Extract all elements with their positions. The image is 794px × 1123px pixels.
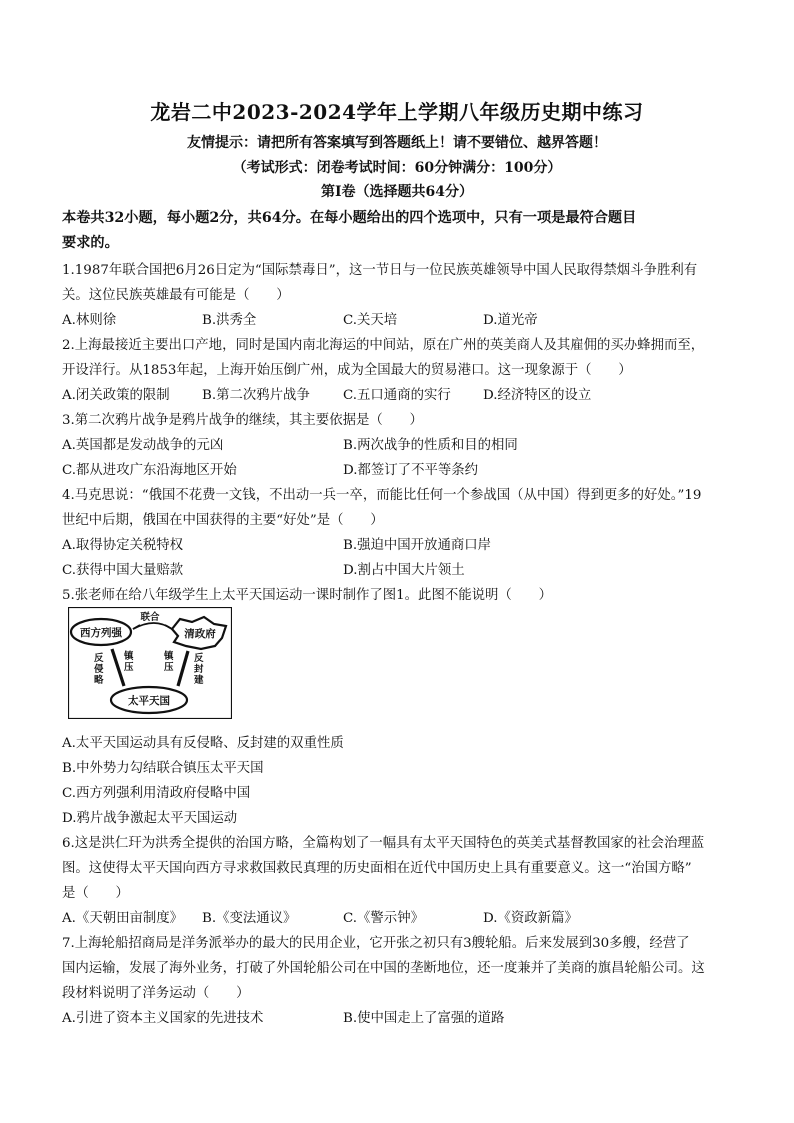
q6-stem-line-3: 是（ ） [62, 886, 129, 901]
q7-stem-line-3: 段材料说明了洋务运动（ ） [62, 986, 250, 1001]
q5-stem-line-1: 5.张老师在给八年级学生上太平天国运动一课时制作了图1。此图不能说明（ ） [62, 588, 552, 603]
q1-stem-line-2: 关。这位民族英雄最有可能是（ ） [62, 288, 290, 303]
q4-option-c: C.获得中国大量赔款 [62, 563, 184, 578]
q4-option-d: D.割占中国大片领土 [343, 563, 465, 578]
qing-government-label: 清政府 [184, 628, 216, 640]
exam-info: （考试形式：闭卷考试时间：60分钟满分：100分） [232, 160, 562, 176]
q2-option-a: A.闭关政策的限制 [62, 388, 170, 403]
q1-option-c: C.关天培 [343, 313, 398, 328]
q2-stem-line-2: 开设洋行。从1853年起，上海开始压倒广州，成为全国最大的贸易港口。这一现象源于（ ） [62, 363, 632, 378]
west-powers-label: 西方列强 [80, 627, 122, 639]
q5-option-d: D.鸦片战争激起太平天国运动 [62, 811, 238, 826]
q4-option-a: A.取得协定关税特权 [62, 538, 184, 553]
taiping-relationship-diagram [68, 607, 232, 719]
q5-option-a: A.太平天国运动具有反侵略、反封建的双重性质 [62, 736, 344, 751]
q7-option-b: B.使中国走上了富强的道路 [343, 1011, 505, 1026]
q2-option-c: C.五口通商的实行 [343, 388, 451, 403]
taiping-label: 太平天国 [128, 695, 170, 707]
anti-aggression-label: 反侵略 [94, 653, 104, 686]
section-heading: 第Ⅰ卷（选择题共64分） [320, 184, 474, 200]
q4-stem-line-1: 4.马克思说：“俄国不花费一文钱，不出动一兵一卒，而能比任何一个参战国（从中国）得到更多的好处。”19 [62, 488, 702, 503]
anti-feudal-label: 反封建 [194, 653, 204, 686]
q4-option-b: B.强迫中国开放通商口岸 [343, 538, 492, 553]
instructions-line-2: 要求的。 [62, 235, 119, 251]
q3-option-a: A.英国都是发动战争的元凶 [62, 438, 224, 453]
suppress-left-label: 镇压 [124, 651, 134, 673]
q6-stem-line-1: 6.这是洪仁玕为洪秀全提供的治国方略，全篇构划了一幅具有太平天国特色的英美式基督教国家的社会治理蓝 [62, 836, 705, 851]
q5-option-b: B.中外势力勾结联合镇压太平天国 [62, 761, 264, 776]
q1-option-d: D.道光帝 [483, 313, 538, 328]
q1-option-b: B.洪秀全 [202, 313, 257, 328]
q3-stem-line-1: 3.第二次鸦片战争是鸦片战争的继续，其主要依据是（ ） [62, 413, 423, 428]
q1-stem-line-1: 1.1987年联合国把6月26日定为“国际禁毒日”，这一节日与一位民族英雄领导中国人民取得禁烟斗争胜利有 [62, 263, 698, 278]
q6-option-d: D.《资政新篇》 [483, 911, 578, 926]
q2-stem-line-1: 2.上海最接近主要出口产地，同时是国内南北海运的中间站，原在广州的英美商人及其雇佣的买办蜂拥而至， [62, 338, 705, 353]
suppress-right-label: 镇压 [164, 651, 174, 673]
q3-option-c: C.都从进攻广东沿海地区开始 [62, 463, 237, 478]
q2-option-b: B.第二次鸦片战争 [202, 388, 310, 403]
q5-option-c: C.西方列强利用清政府侵略中国 [62, 786, 251, 801]
q3-option-d: D.都签订了不平等条约 [343, 463, 479, 478]
q3-option-b: B.两次战争的性质和目的相同 [343, 438, 518, 453]
q6-option-a: A.《天朝田亩制度》 [62, 911, 184, 926]
q6-option-c: C.《警示钟》 [343, 911, 424, 926]
q6-stem-line-2: 图。这使得太平天国向西方寻求救国救民真理的历史面相在近代中国历史上具有重要意义。这一“治国方略” [62, 861, 692, 876]
instructions-line-1: 本卷共32小题，每小题2分，共64分。在每小题给出的四个选项中，只有一项是最符合题目 [62, 210, 637, 226]
page-title: 龙岩二中2023-2024学年上学期八年级历史期中练习 [150, 100, 644, 124]
q7-stem-line-1: 7.上海轮船招商局是洋务派举办的最大的民用企业，它开张之初只有3艘轮船。后来发展到30多艘，经营了 [62, 936, 690, 951]
q1-option-a: A.林则徐 [62, 313, 117, 328]
q7-stem-line-2: 国内运输，发展了海外业务，打破了外国轮船公司在中国的垄断地位，还一度兼并了美商的旗昌轮船公司。这 [62, 961, 705, 976]
q6-option-b: B.《变法通议》 [202, 911, 297, 926]
q4-stem-line-2: 世纪中后期，俄国在中国获得的主要“好处”是（ ） [62, 513, 384, 528]
friendly-tip: 友情提示：请把所有答案填写到答题纸上！请不要错位、越界答题！ [187, 135, 607, 151]
q7-option-a: A.引进了资本主义国家的先进技术 [62, 1011, 264, 1026]
alliance-label: 联合 [140, 612, 160, 623]
q2-option-d: D.经济特区的设立 [483, 388, 592, 403]
